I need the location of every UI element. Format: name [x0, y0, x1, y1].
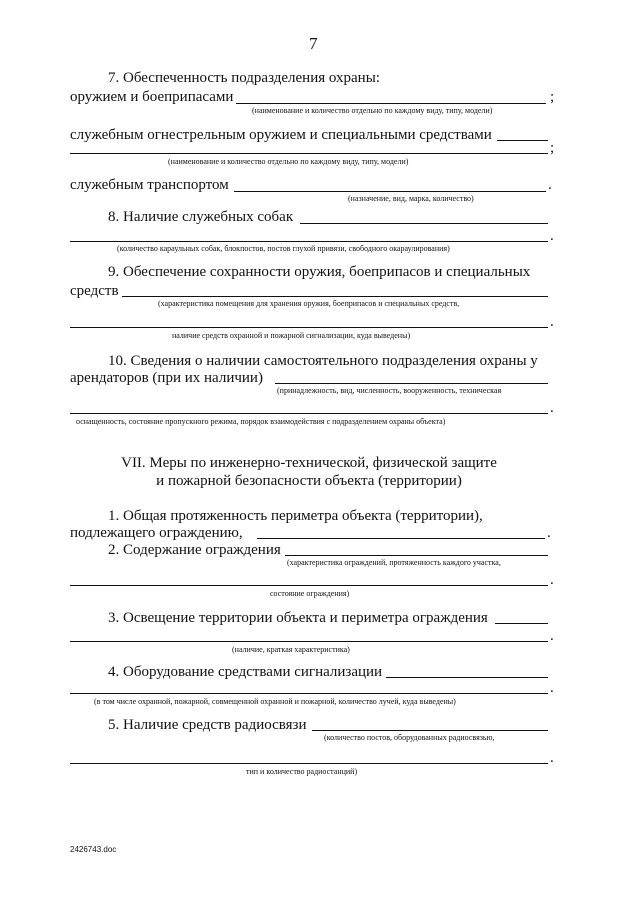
- punctuation: ;: [550, 140, 555, 156]
- fill-line: [70, 241, 548, 242]
- punctuation: ;: [550, 89, 555, 105]
- field-hint: (наименование и количество отдельно по каждому виду, типу, модели): [168, 157, 409, 166]
- para-1-line1: 1. Общая протяженность периметра объекта (территории),: [108, 508, 483, 524]
- fill-line: [70, 153, 548, 154]
- field-hint: (количество постов, оборудованных радиосвязью,: [324, 733, 495, 742]
- field-hint: (наличие, краткая характеристика): [232, 645, 350, 654]
- page-number: 7: [309, 34, 318, 53]
- field-hint: наличие средств охранной и пожарной сигнализации, куда выведены): [172, 331, 411, 340]
- fill-line: [312, 730, 548, 731]
- item-9-line2: средств: [70, 283, 119, 299]
- fill-line: [495, 623, 548, 624]
- item-7-service-label: служебным огнестрельным оружием и специальными средствами: [70, 127, 492, 143]
- punctuation: .: [550, 314, 554, 330]
- item-9-line1: 9. Обеспечение сохранности оружия, боеприпасов и специальных: [108, 264, 531, 280]
- fill-line: [70, 585, 548, 586]
- item-10-line1: 10. Сведения о наличии самостоятельного подразделения охраны у: [108, 353, 538, 369]
- fill-line: [236, 103, 546, 104]
- item-7-transport-label: служебным транспортом: [70, 177, 229, 193]
- section-heading-line2: и пожарной безопасности объекта (территории): [156, 473, 462, 489]
- field-hint: (характеристика помещения для хранения оружия, боеприпасов и специальных средств,: [158, 299, 460, 308]
- item-7-title: 7. Обеспеченность подразделения охраны:: [108, 70, 380, 86]
- fill-line: [300, 223, 548, 224]
- punctuation: .: [550, 628, 554, 644]
- item-10-line2: арендаторов (при их наличии): [70, 370, 263, 386]
- fill-line: [70, 641, 548, 642]
- para-5-label: 5. Наличие средств радиосвязи: [108, 717, 307, 733]
- punctuation: .: [550, 400, 554, 416]
- field-hint: оснащенность, состояние пропускного режима, порядок взаимодействия с подразделением охраны объекта): [76, 417, 446, 426]
- field-hint: (принадлежность, вид, численность, вооруженность, техническая: [277, 386, 502, 395]
- para-3-label: 3. Освещение территории объекта и периметра ограждения: [108, 610, 488, 626]
- fill-line: [275, 383, 548, 384]
- fill-line: [285, 555, 548, 556]
- fill-line: [70, 327, 548, 328]
- punctuation: .: [550, 680, 554, 696]
- fill-line: [122, 296, 548, 297]
- field-hint: состояние ограждения): [270, 589, 350, 598]
- footer-filename: 2426743.doc: [70, 845, 117, 854]
- fill-line: [70, 693, 548, 694]
- fill-line: [386, 677, 548, 678]
- fill-line: [257, 538, 545, 539]
- field-hint: тип и количество радиостанций): [246, 767, 358, 776]
- field-hint: (в том числе охранной, пожарной, совмещенной охранной и пожарной, количество лучей, куда выведены): [94, 697, 456, 706]
- para-4-label: 4. Оборудование средствами сигнализации: [108, 664, 383, 680]
- fill-line: [70, 413, 548, 414]
- section-heading-line1: VII. Меры по инженерно-технической, физической защите: [121, 455, 497, 471]
- fill-line: [70, 763, 548, 764]
- para-1-line2: подлежащего ограждению,: [70, 525, 243, 541]
- punctuation: .: [547, 525, 551, 541]
- field-hint: (назначение, вид, марка, количество): [348, 194, 474, 203]
- punctuation: .: [550, 572, 554, 588]
- para-2-label: 2. Содержание ограждения: [108, 542, 281, 558]
- punctuation: .: [550, 750, 554, 766]
- field-hint: (количество караульных собак, блокпостов, постов глухой привязи, свободного окараулирования): [117, 244, 450, 253]
- item-8-label: 8. Наличие служебных собак: [108, 209, 294, 225]
- fill-line: [234, 191, 546, 192]
- field-hint: (характеристика ограждений, протяженность каждого участка,: [287, 558, 501, 567]
- fill-line: [497, 140, 548, 141]
- punctuation: .: [550, 228, 554, 244]
- item-7-weapons-label: оружием и боеприпасами: [70, 89, 234, 105]
- punctuation: .: [548, 177, 552, 193]
- field-hint: (наименование и количество отдельно по каждому виду, типу, модели): [252, 106, 493, 115]
